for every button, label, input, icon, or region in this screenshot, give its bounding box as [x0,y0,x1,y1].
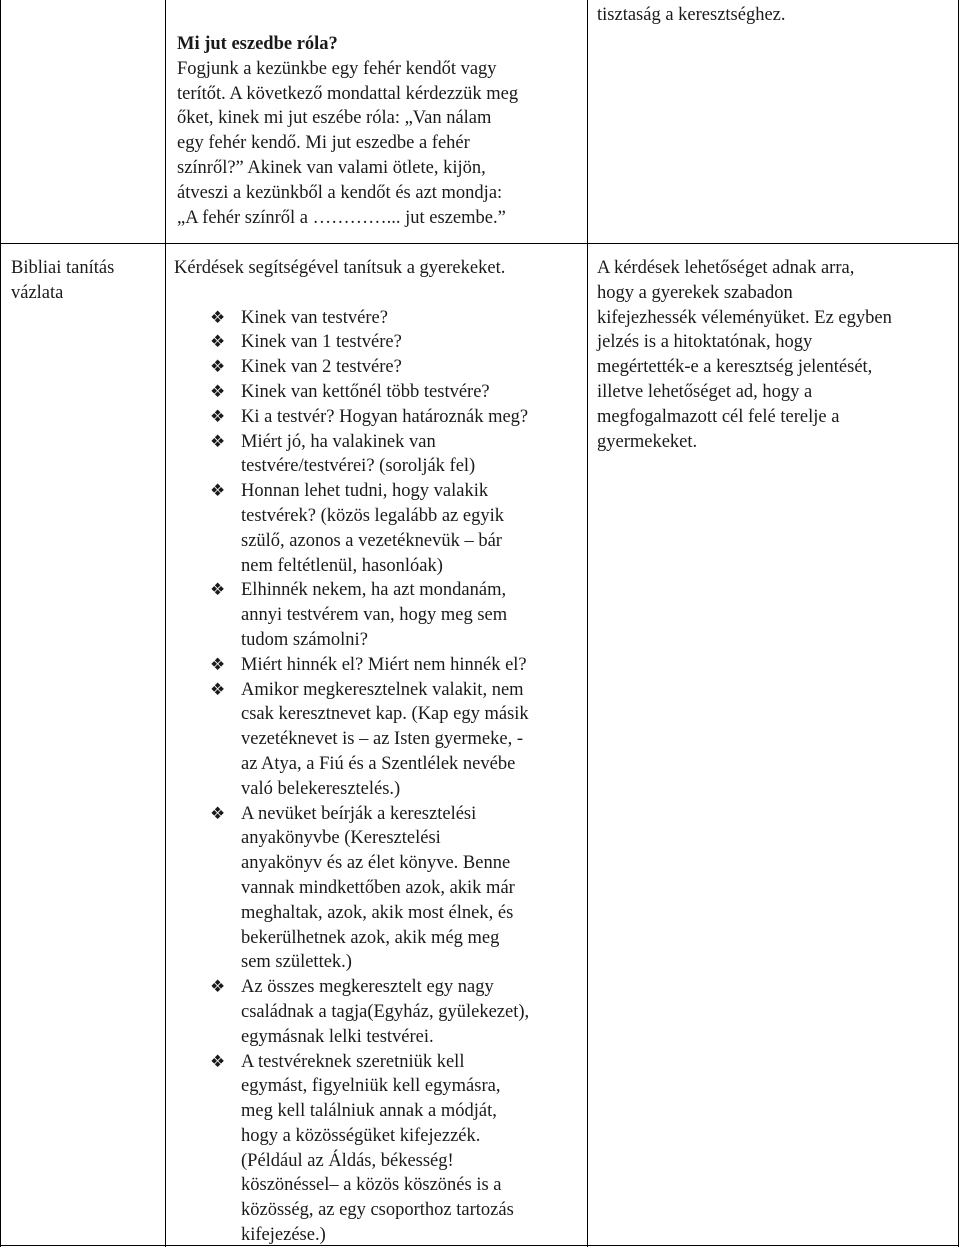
question-line: az Atya, a Fiú és a Szentlélek nevébe [241,753,516,774]
question-line: tudom számolni? [241,629,368,650]
question-item [0,802,584,976]
question-line: Elhinnék nekem, ha azt mondanám, [241,580,507,601]
table-border-right [958,0,959,1247]
question-line: szülő, azonos a vezetéknevük – bár [241,530,502,551]
activity-heading: Mi jut eszedbe róla? [177,34,338,54]
question-line: Miért hinnék el? Miért nem hinnék el? [241,654,527,675]
question-line: Amikor megkeresztelnek valakit, nem [241,679,524,700]
text-line: gyermekeket. [597,431,698,452]
diamond-bullet-icon: ❖ [210,357,226,377]
text-line: hogy a gyerekek szabadon [597,282,793,303]
question-line: A testvéreknek szeretniük kell [241,1051,465,1072]
question-line: köszönéssel– a közös köszönés is a [241,1175,502,1196]
question-item [0,330,584,355]
question-line: közösség, az egy csoporthoz tartozás [241,1200,514,1221]
note-text-bottom [597,256,952,454]
text-line: átveszi a kezünkből a kendőt és azt mondja: [177,182,503,203]
diamond-bullet-icon: ❖ [210,803,226,823]
question-line: anyakönyvbe (Keresztelési [241,828,441,849]
question-item [0,479,584,578]
diamond-bullet-icon: ❖ [210,406,226,426]
text-line: megértették-e a keresztség jelentését, [597,357,873,378]
section-label-cell [11,256,161,306]
question-item [0,405,584,430]
row-divider [0,243,959,244]
question-line: Kinek van testvére? [241,307,388,328]
text-line: „A fehér színről a …………... jut eszembe.” [177,207,506,228]
text-line: kifejezhessék véleményüket. Ez egyben [597,307,892,328]
question-line: meg kell találniuk annak a módját, [241,1101,497,1122]
question-line: Kinek van kettőnél több testvére? [241,381,490,402]
question-line: kifejezése.) [241,1225,326,1246]
question-line: nem feltétlenül, hasonlóak) [241,555,443,576]
diamond-bullet-icon: ❖ [210,381,226,401]
diamond-bullet-icon: ❖ [210,580,226,600]
question-line: testvérek? (közös legalább az egyik [241,505,504,526]
section-label [11,256,161,306]
question-item [0,975,584,1049]
question-line: egymásnak lelki testvérei. [241,1026,434,1047]
diamond-bullet-icon: ❖ [210,307,226,327]
question-line: Kinek van 1 testvére? [241,332,402,353]
column-divider-2 [587,0,588,1247]
question-line: vannak mindkettőben azok, akik már [241,877,515,898]
question-list [0,306,584,1248]
question-line: Honnan lehet tudni, hogy valakik [241,481,489,502]
question-line: bekerülhetnek azok, akik még meg [241,927,500,948]
note-cell-bottom [597,256,952,454]
label-line: Bibliai tanítás [11,258,115,278]
diamond-bullet-icon: ❖ [210,654,226,674]
diamond-bullet-icon: ❖ [210,431,226,451]
question-item [0,306,584,331]
question-line: annyi testvérem van, hogy meg sem [241,605,508,626]
diamond-bullet-icon: ❖ [210,1051,226,1071]
text-line: terítőt. A következő mondattal kérdezzük meg [177,83,519,104]
question-line: való belekeresztelés.) [241,778,401,799]
text-line: egy fehér kendő. Mi jut eszedbe a fehér [177,133,470,154]
question-item [0,380,584,405]
text-line: színről?” Akinek van valami ötlete, kijön, [177,157,486,178]
question-item [0,678,584,802]
text-line: jelzés is a hitoktatónak, hogy [597,332,813,353]
question-line: hogy a közösségüket kifejezzék. [241,1125,481,1146]
text-line: A kérdések lehetőséget adnak arra, [597,258,855,278]
diamond-bullet-icon: ❖ [210,481,226,501]
text-line: illetve lehetőséget ad, hogy a [597,381,813,402]
question-item [0,1050,584,1248]
question-line: meghaltak, azok, akik most élnek, és [241,902,514,923]
activity-cell [177,32,582,230]
outline-intro: Kérdések segítségével tanítsuk a gyerekeket. [174,258,506,278]
label-line: vázlata [11,282,64,303]
text-line: őket, kinek mi jut eszébe róla: „Van nálam [177,108,492,129]
question-line: (Például az Áldás, békesség! [241,1150,454,1171]
question-item [0,430,584,480]
note-text-top [597,3,952,28]
diamond-bullet-icon: ❖ [210,977,226,997]
text-line: tisztaság a keresztséghez. [597,5,786,25]
note-cell-top [597,3,952,28]
question-line: családnak a tagja(Egyház, gyülekezet), [241,1001,530,1022]
question-line: Miért jó, ha valakinek van [241,431,436,452]
text-line: megfogalmazott cél felé terelje a [597,406,840,427]
question-line: sem születtek.) [241,952,352,973]
question-line: testvére/testvérei? (sorolják fel) [241,456,476,477]
question-item [0,355,584,380]
question-line: anyakönyv és az élet könyve. Benne [241,853,511,874]
question-line: vezetéknevet is – az Isten gyermeke, - [241,729,523,750]
question-line: A nevüket beírják a keresztelési [241,803,477,824]
question-line: Ki a testvér? Hogyan határoznák meg? [241,406,529,427]
question-line: Az összes megkeresztelt egy nagy [241,977,494,998]
text-line: Fogjunk a kezünkbe egy fehér kendőt vagy [177,58,497,79]
teaching-outline-cell [174,256,584,1248]
question-line: egymást, figyelniük kell egymásra, [241,1076,501,1097]
question-item [0,653,584,678]
diamond-bullet-icon: ❖ [210,332,226,352]
question-line: csak keresztnevet kap. (Kap egy másik [241,704,529,725]
activity-text [177,57,582,231]
question-line: Kinek van 2 testvére? [241,357,402,378]
diamond-bullet-icon: ❖ [210,679,226,699]
question-item [0,578,584,652]
